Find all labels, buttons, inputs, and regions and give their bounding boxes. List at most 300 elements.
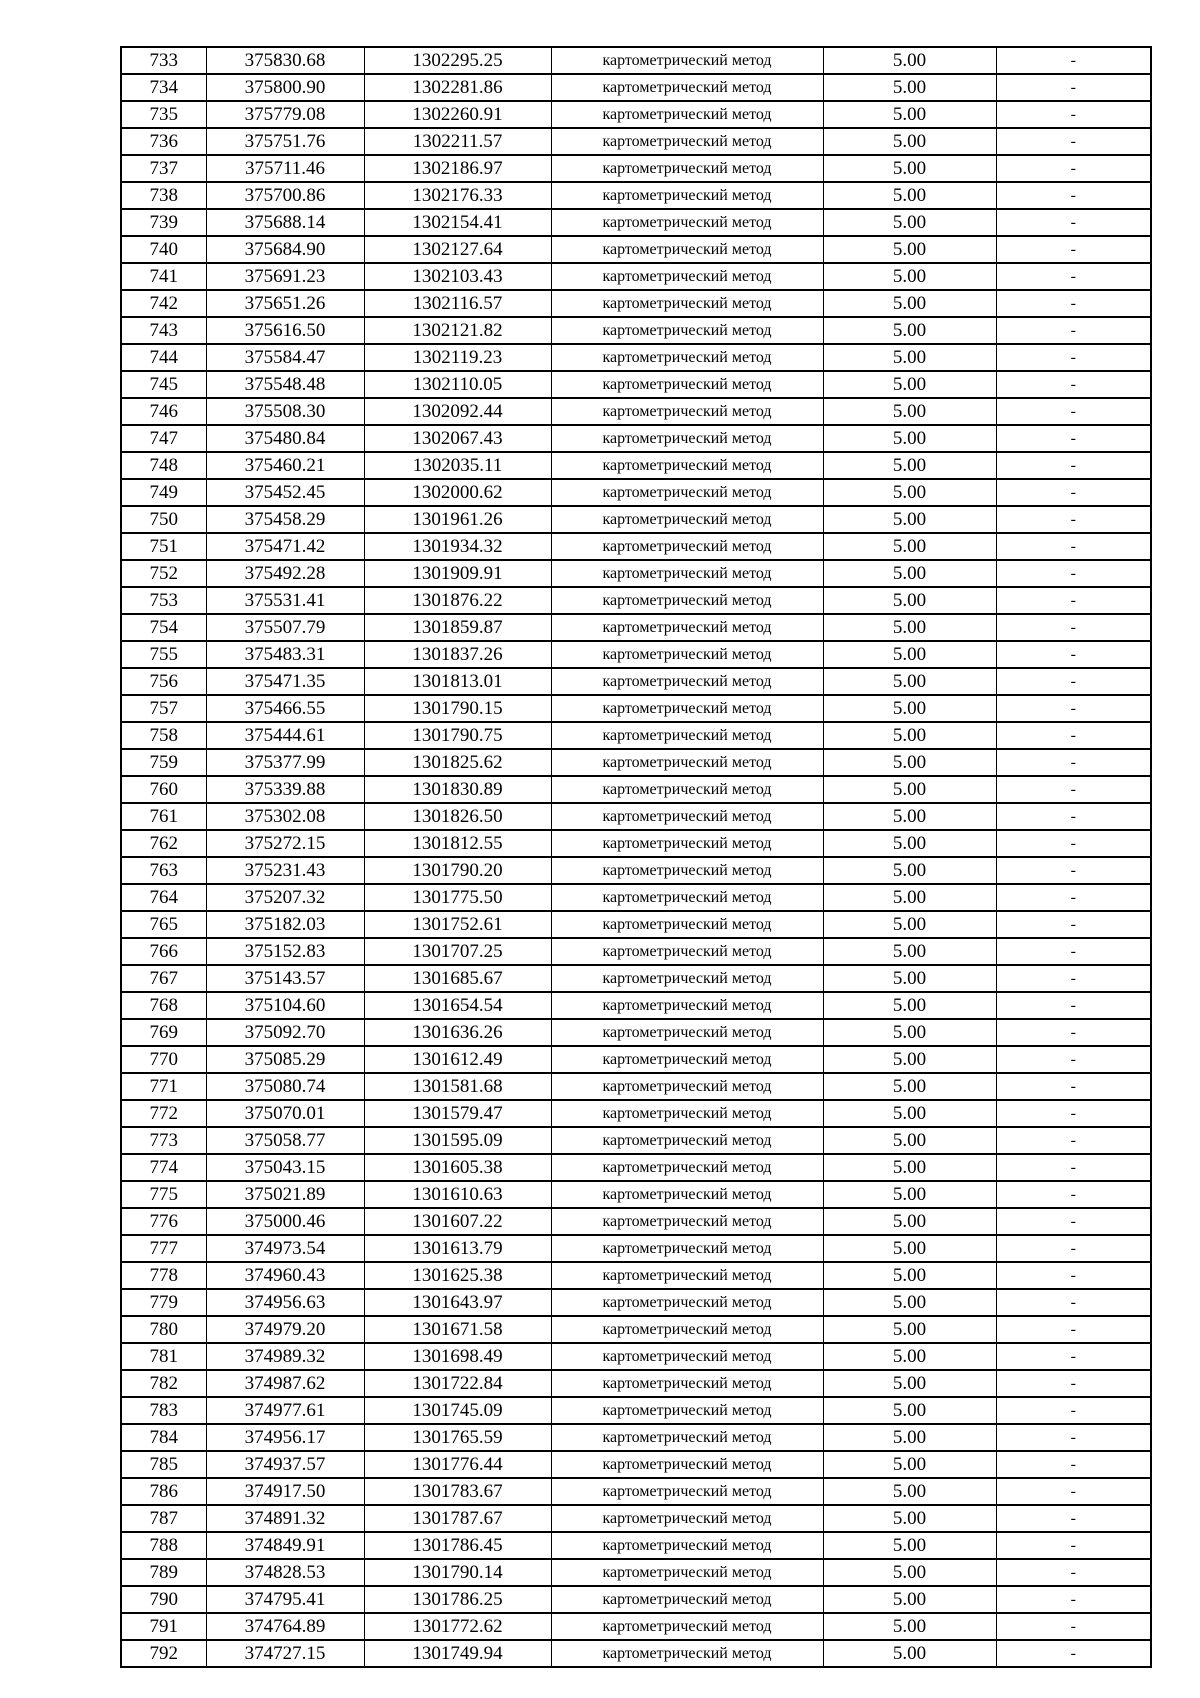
point-number-cell: 770 <box>121 1046 206 1073</box>
x-coordinate-cell: 375779.08 <box>206 101 364 128</box>
x-coordinate-cell: 374764.89 <box>206 1613 364 1640</box>
method-cell: картометрический метод <box>551 1073 823 1100</box>
method-cell: картометрический метод <box>551 344 823 371</box>
table-row <box>121 1532 1151 1559</box>
accuracy-cell: 5.00 <box>823 857 996 884</box>
point-number-cell: 737 <box>121 155 206 182</box>
point-number-cell: 744 <box>121 344 206 371</box>
point-number-cell: 759 <box>121 749 206 776</box>
accuracy-cell: 5.00 <box>823 749 996 776</box>
table-row <box>121 1505 1151 1532</box>
method-cell: картометрический метод <box>551 182 823 209</box>
point-number-cell: 779 <box>121 1289 206 1316</box>
y-coordinate-cell: 1302121.82 <box>364 317 551 344</box>
point-number-cell: 766 <box>121 938 206 965</box>
accuracy-cell: 5.00 <box>823 722 996 749</box>
point-number-cell: 786 <box>121 1478 206 1505</box>
note-cell: - <box>996 74 1151 101</box>
table-row <box>121 749 1151 776</box>
method-cell: картометрический метод <box>551 614 823 641</box>
table-row <box>121 1289 1151 1316</box>
y-coordinate-cell: 1301610.63 <box>364 1181 551 1208</box>
y-coordinate-cell: 1301745.09 <box>364 1397 551 1424</box>
x-coordinate-cell: 375444.61 <box>206 722 364 749</box>
y-coordinate-cell: 1301643.97 <box>364 1289 551 1316</box>
note-cell: - <box>996 425 1151 452</box>
point-number-cell: 769 <box>121 1019 206 1046</box>
x-coordinate-cell: 375684.90 <box>206 236 364 263</box>
x-coordinate-cell: 375691.23 <box>206 263 364 290</box>
note-cell: - <box>996 1046 1151 1073</box>
accuracy-cell: 5.00 <box>823 965 996 992</box>
point-number-cell: 745 <box>121 371 206 398</box>
y-coordinate-cell: 1302035.11 <box>364 452 551 479</box>
y-coordinate-cell: 1301775.50 <box>364 884 551 911</box>
table-row <box>121 479 1151 506</box>
method-cell: картометрический метод <box>551 830 823 857</box>
y-coordinate-cell: 1301934.32 <box>364 533 551 560</box>
x-coordinate-cell: 375548.48 <box>206 371 364 398</box>
table-row <box>121 452 1151 479</box>
note-cell: - <box>996 1235 1151 1262</box>
accuracy-cell: 5.00 <box>823 1559 996 1586</box>
y-coordinate-cell: 1302103.43 <box>364 263 551 290</box>
point-number-cell: 773 <box>121 1127 206 1154</box>
y-coordinate-cell: 1301787.67 <box>364 1505 551 1532</box>
point-number-cell: 738 <box>121 182 206 209</box>
note-cell: - <box>996 371 1151 398</box>
y-coordinate-cell: 1301783.67 <box>364 1478 551 1505</box>
note-cell: - <box>996 1370 1151 1397</box>
y-coordinate-cell: 1301636.26 <box>364 1019 551 1046</box>
x-coordinate-cell: 375080.74 <box>206 1073 364 1100</box>
y-coordinate-cell: 1301909.91 <box>364 560 551 587</box>
table-row <box>121 992 1151 1019</box>
x-coordinate-cell: 374891.32 <box>206 1505 364 1532</box>
y-coordinate-cell: 1301722.84 <box>364 1370 551 1397</box>
method-cell: картометрический метод <box>551 398 823 425</box>
accuracy-cell: 5.00 <box>823 479 996 506</box>
note-cell: - <box>996 1478 1151 1505</box>
y-coordinate-cell: 1302067.43 <box>364 425 551 452</box>
method-cell: картометрический метод <box>551 101 823 128</box>
point-number-cell: 772 <box>121 1100 206 1127</box>
accuracy-cell: 5.00 <box>823 1613 996 1640</box>
x-coordinate-cell: 375492.28 <box>206 560 364 587</box>
point-number-cell: 758 <box>121 722 206 749</box>
y-coordinate-cell: 1301790.15 <box>364 695 551 722</box>
accuracy-cell: 5.00 <box>823 452 996 479</box>
y-coordinate-cell: 1301581.68 <box>364 1073 551 1100</box>
method-cell: картометрический метод <box>551 1235 823 1262</box>
y-coordinate-cell: 1302092.44 <box>364 398 551 425</box>
method-cell: картометрический метод <box>551 749 823 776</box>
table-row <box>121 1586 1151 1613</box>
point-number-cell: 754 <box>121 614 206 641</box>
point-number-cell: 789 <box>121 1559 206 1586</box>
table-row <box>121 668 1151 695</box>
note-cell: - <box>996 263 1151 290</box>
accuracy-cell: 5.00 <box>823 776 996 803</box>
method-cell: картометрический метод <box>551 1451 823 1478</box>
y-coordinate-cell: 1301786.45 <box>364 1532 551 1559</box>
x-coordinate-cell: 375751.76 <box>206 128 364 155</box>
method-cell: картометрический метод <box>551 1316 823 1343</box>
note-cell: - <box>996 884 1151 911</box>
y-coordinate-cell: 1301961.26 <box>364 506 551 533</box>
x-coordinate-cell: 375302.08 <box>206 803 364 830</box>
note-cell: - <box>996 1073 1151 1100</box>
note-cell: - <box>996 1181 1151 1208</box>
y-coordinate-cell: 1301876.22 <box>364 587 551 614</box>
method-cell: картометрический метод <box>551 1262 823 1289</box>
note-cell: - <box>996 1613 1151 1640</box>
point-number-cell: 743 <box>121 317 206 344</box>
method-cell: картометрический метод <box>551 506 823 533</box>
y-coordinate-cell: 1301654.54 <box>364 992 551 1019</box>
method-cell: картометрический метод <box>551 776 823 803</box>
table-row <box>121 344 1151 371</box>
accuracy-cell: 5.00 <box>823 1289 996 1316</box>
y-coordinate-cell: 1301579.47 <box>364 1100 551 1127</box>
accuracy-cell: 5.00 <box>823 344 996 371</box>
point-number-cell: 792 <box>121 1640 206 1667</box>
y-coordinate-cell: 1301830.89 <box>364 776 551 803</box>
y-coordinate-cell: 1302127.64 <box>364 236 551 263</box>
accuracy-cell: 5.00 <box>823 938 996 965</box>
y-coordinate-cell: 1302119.23 <box>364 344 551 371</box>
table-row <box>121 1640 1151 1667</box>
y-coordinate-cell: 1302186.97 <box>364 155 551 182</box>
note-cell: - <box>996 749 1151 776</box>
accuracy-cell: 5.00 <box>823 317 996 344</box>
table-row <box>121 533 1151 560</box>
method-cell: картометрический метод <box>551 857 823 884</box>
point-number-cell: 760 <box>121 776 206 803</box>
x-coordinate-cell: 375272.15 <box>206 830 364 857</box>
y-coordinate-cell: 1301826.50 <box>364 803 551 830</box>
point-number-cell: 753 <box>121 587 206 614</box>
coordinates-table <box>120 46 1152 1668</box>
note-cell: - <box>996 992 1151 1019</box>
method-cell: картометрический метод <box>551 452 823 479</box>
accuracy-cell: 5.00 <box>823 236 996 263</box>
method-cell: картометрический метод <box>551 1613 823 1640</box>
note-cell: - <box>996 236 1151 263</box>
point-number-cell: 782 <box>121 1370 206 1397</box>
y-coordinate-cell: 1301813.01 <box>364 668 551 695</box>
x-coordinate-cell: 374979.20 <box>206 1316 364 1343</box>
table-row <box>121 1424 1151 1451</box>
note-cell: - <box>996 317 1151 344</box>
x-coordinate-cell: 374828.53 <box>206 1559 364 1586</box>
x-coordinate-cell: 375830.68 <box>206 47 364 74</box>
method-cell: картометрический метод <box>551 911 823 938</box>
point-number-cell: 746 <box>121 398 206 425</box>
method-cell: картометрический метод <box>551 1640 823 1667</box>
table-row <box>121 1154 1151 1181</box>
accuracy-cell: 5.00 <box>823 614 996 641</box>
note-cell: - <box>996 506 1151 533</box>
point-number-cell: 757 <box>121 695 206 722</box>
point-number-cell: 741 <box>121 263 206 290</box>
method-cell: картометрический метод <box>551 1424 823 1451</box>
accuracy-cell: 5.00 <box>823 1019 996 1046</box>
accuracy-cell: 5.00 <box>823 1478 996 1505</box>
method-cell: картометрический метод <box>551 317 823 344</box>
x-coordinate-cell: 375800.90 <box>206 74 364 101</box>
x-coordinate-cell: 375711.46 <box>206 155 364 182</box>
y-coordinate-cell: 1301772.62 <box>364 1613 551 1640</box>
point-number-cell: 739 <box>121 209 206 236</box>
y-coordinate-cell: 1301790.20 <box>364 857 551 884</box>
accuracy-cell: 5.00 <box>823 1100 996 1127</box>
table-row <box>121 1019 1151 1046</box>
table-row <box>121 1451 1151 1478</box>
method-cell: картометрический метод <box>551 263 823 290</box>
x-coordinate-cell: 375092.70 <box>206 1019 364 1046</box>
accuracy-cell: 5.00 <box>823 560 996 587</box>
method-cell: картометрический метод <box>551 1559 823 1586</box>
method-cell: картометрический метод <box>551 965 823 992</box>
y-coordinate-cell: 1301749.94 <box>364 1640 551 1667</box>
table-row <box>121 371 1151 398</box>
note-cell: - <box>996 101 1151 128</box>
note-cell: - <box>996 1532 1151 1559</box>
point-number-cell: 751 <box>121 533 206 560</box>
table-row <box>121 857 1151 884</box>
accuracy-cell: 5.00 <box>823 182 996 209</box>
y-coordinate-cell: 1301812.55 <box>364 830 551 857</box>
note-cell: - <box>996 560 1151 587</box>
x-coordinate-cell: 375152.83 <box>206 938 364 965</box>
table-row <box>121 1613 1151 1640</box>
x-coordinate-cell: 375616.50 <box>206 317 364 344</box>
table-row <box>121 263 1151 290</box>
y-coordinate-cell: 1301790.75 <box>364 722 551 749</box>
point-number-cell: 763 <box>121 857 206 884</box>
method-cell: картометрический метод <box>551 128 823 155</box>
table-row <box>121 209 1151 236</box>
method-cell: картометрический метод <box>551 155 823 182</box>
note-cell: - <box>996 290 1151 317</box>
accuracy-cell: 5.00 <box>823 587 996 614</box>
y-coordinate-cell: 1301790.14 <box>364 1559 551 1586</box>
y-coordinate-cell: 1301837.26 <box>364 641 551 668</box>
accuracy-cell: 5.00 <box>823 74 996 101</box>
note-cell: - <box>996 1154 1151 1181</box>
point-number-cell: 791 <box>121 1613 206 1640</box>
y-coordinate-cell: 1301825.62 <box>364 749 551 776</box>
accuracy-cell: 5.00 <box>823 101 996 128</box>
method-cell: картометрический метод <box>551 1046 823 1073</box>
method-cell: картометрический метод <box>551 803 823 830</box>
y-coordinate-cell: 1301595.09 <box>364 1127 551 1154</box>
point-number-cell: 736 <box>121 128 206 155</box>
point-number-cell: 767 <box>121 965 206 992</box>
table-row <box>121 128 1151 155</box>
accuracy-cell: 5.00 <box>823 506 996 533</box>
table-row <box>121 182 1151 209</box>
note-cell: - <box>996 209 1151 236</box>
note-cell: - <box>996 1343 1151 1370</box>
note-cell: - <box>996 1586 1151 1613</box>
table-row <box>121 938 1151 965</box>
accuracy-cell: 5.00 <box>823 290 996 317</box>
method-cell: картометрический метод <box>551 1532 823 1559</box>
table-row <box>121 1397 1151 1424</box>
y-coordinate-cell: 1301786.25 <box>364 1586 551 1613</box>
note-cell: - <box>996 830 1151 857</box>
method-cell: картометрический метод <box>551 1181 823 1208</box>
y-coordinate-cell: 1301613.79 <box>364 1235 551 1262</box>
accuracy-cell: 5.00 <box>823 1181 996 1208</box>
x-coordinate-cell: 374973.54 <box>206 1235 364 1262</box>
y-coordinate-cell: 1301605.38 <box>364 1154 551 1181</box>
table-row <box>121 1235 1151 1262</box>
accuracy-cell: 5.00 <box>823 47 996 74</box>
point-number-cell: 750 <box>121 506 206 533</box>
y-coordinate-cell: 1301707.25 <box>364 938 551 965</box>
table-row <box>121 1208 1151 1235</box>
note-cell: - <box>996 938 1151 965</box>
point-number-cell: 783 <box>121 1397 206 1424</box>
table-row <box>121 803 1151 830</box>
coordinates-table-body <box>121 47 1151 1667</box>
note-cell: - <box>996 479 1151 506</box>
y-coordinate-cell: 1301765.59 <box>364 1424 551 1451</box>
note-cell: - <box>996 533 1151 560</box>
point-number-cell: 764 <box>121 884 206 911</box>
x-coordinate-cell: 375070.01 <box>206 1100 364 1127</box>
x-coordinate-cell: 375480.84 <box>206 425 364 452</box>
accuracy-cell: 5.00 <box>823 803 996 830</box>
point-number-cell: 755 <box>121 641 206 668</box>
accuracy-cell: 5.00 <box>823 1640 996 1667</box>
note-cell: - <box>996 1100 1151 1127</box>
x-coordinate-cell: 375000.46 <box>206 1208 364 1235</box>
table-row <box>121 74 1151 101</box>
note-cell: - <box>996 47 1151 74</box>
accuracy-cell: 5.00 <box>823 1424 996 1451</box>
note-cell: - <box>996 695 1151 722</box>
accuracy-cell: 5.00 <box>823 641 996 668</box>
table-row <box>121 317 1151 344</box>
note-cell: - <box>996 587 1151 614</box>
accuracy-cell: 5.00 <box>823 1586 996 1613</box>
table-row <box>121 1073 1151 1100</box>
method-cell: картометрический метод <box>551 425 823 452</box>
method-cell: картометрический метод <box>551 695 823 722</box>
table-row <box>121 722 1151 749</box>
y-coordinate-cell: 1302110.05 <box>364 371 551 398</box>
x-coordinate-cell: 375651.26 <box>206 290 364 317</box>
method-cell: картометрический метод <box>551 290 823 317</box>
note-cell: - <box>996 1424 1151 1451</box>
method-cell: картометрический метод <box>551 1127 823 1154</box>
note-cell: - <box>996 1019 1151 1046</box>
accuracy-cell: 5.00 <box>823 830 996 857</box>
method-cell: картометрический метод <box>551 641 823 668</box>
accuracy-cell: 5.00 <box>823 209 996 236</box>
method-cell: картометрический метод <box>551 560 823 587</box>
accuracy-cell: 5.00 <box>823 884 996 911</box>
x-coordinate-cell: 375458.29 <box>206 506 364 533</box>
table-row <box>121 101 1151 128</box>
point-number-cell: 752 <box>121 560 206 587</box>
table-row <box>121 911 1151 938</box>
table-row <box>121 641 1151 668</box>
method-cell: картометрический метод <box>551 1586 823 1613</box>
note-cell: - <box>996 641 1151 668</box>
note-cell: - <box>996 1640 1151 1667</box>
x-coordinate-cell: 375466.55 <box>206 695 364 722</box>
x-coordinate-cell: 375182.03 <box>206 911 364 938</box>
method-cell: картометрический метод <box>551 1100 823 1127</box>
x-coordinate-cell: 375584.47 <box>206 344 364 371</box>
point-number-cell: 775 <box>121 1181 206 1208</box>
point-number-cell: 756 <box>121 668 206 695</box>
note-cell: - <box>996 722 1151 749</box>
y-coordinate-cell: 1301671.58 <box>364 1316 551 1343</box>
method-cell: картометрический метод <box>551 1019 823 1046</box>
y-coordinate-cell: 1301612.49 <box>364 1046 551 1073</box>
note-cell: - <box>996 803 1151 830</box>
x-coordinate-cell: 375143.57 <box>206 965 364 992</box>
method-cell: картометрический метод <box>551 587 823 614</box>
point-number-cell: 778 <box>121 1262 206 1289</box>
x-coordinate-cell: 375688.14 <box>206 209 364 236</box>
table-row <box>121 1559 1151 1586</box>
note-cell: - <box>996 1316 1151 1343</box>
x-coordinate-cell: 375452.45 <box>206 479 364 506</box>
note-cell: - <box>996 1559 1151 1586</box>
x-coordinate-cell: 374977.61 <box>206 1397 364 1424</box>
table-row <box>121 1316 1151 1343</box>
accuracy-cell: 5.00 <box>823 371 996 398</box>
table-row <box>121 1046 1151 1073</box>
table-row <box>121 776 1151 803</box>
method-cell: картометрический метод <box>551 722 823 749</box>
x-coordinate-cell: 375531.41 <box>206 587 364 614</box>
y-coordinate-cell: 1301859.87 <box>364 614 551 641</box>
accuracy-cell: 5.00 <box>823 1127 996 1154</box>
accuracy-cell: 5.00 <box>823 1397 996 1424</box>
point-number-cell: 781 <box>121 1343 206 1370</box>
point-number-cell: 762 <box>121 830 206 857</box>
note-cell: - <box>996 452 1151 479</box>
table-row <box>121 236 1151 263</box>
point-number-cell: 788 <box>121 1532 206 1559</box>
table-row <box>121 695 1151 722</box>
method-cell: картометрический метод <box>551 1505 823 1532</box>
x-coordinate-cell: 374956.63 <box>206 1289 364 1316</box>
accuracy-cell: 5.00 <box>823 992 996 1019</box>
point-number-cell: 740 <box>121 236 206 263</box>
method-cell: картометрический метод <box>551 533 823 560</box>
accuracy-cell: 5.00 <box>823 155 996 182</box>
x-coordinate-cell: 375058.77 <box>206 1127 364 1154</box>
note-cell: - <box>996 128 1151 155</box>
method-cell: картометрический метод <box>551 236 823 263</box>
y-coordinate-cell: 1302176.33 <box>364 182 551 209</box>
x-coordinate-cell: 374917.50 <box>206 1478 364 1505</box>
table-row <box>121 1181 1151 1208</box>
x-coordinate-cell: 374727.15 <box>206 1640 364 1667</box>
point-number-cell: 765 <box>121 911 206 938</box>
note-cell: - <box>996 155 1151 182</box>
point-number-cell: 768 <box>121 992 206 1019</box>
